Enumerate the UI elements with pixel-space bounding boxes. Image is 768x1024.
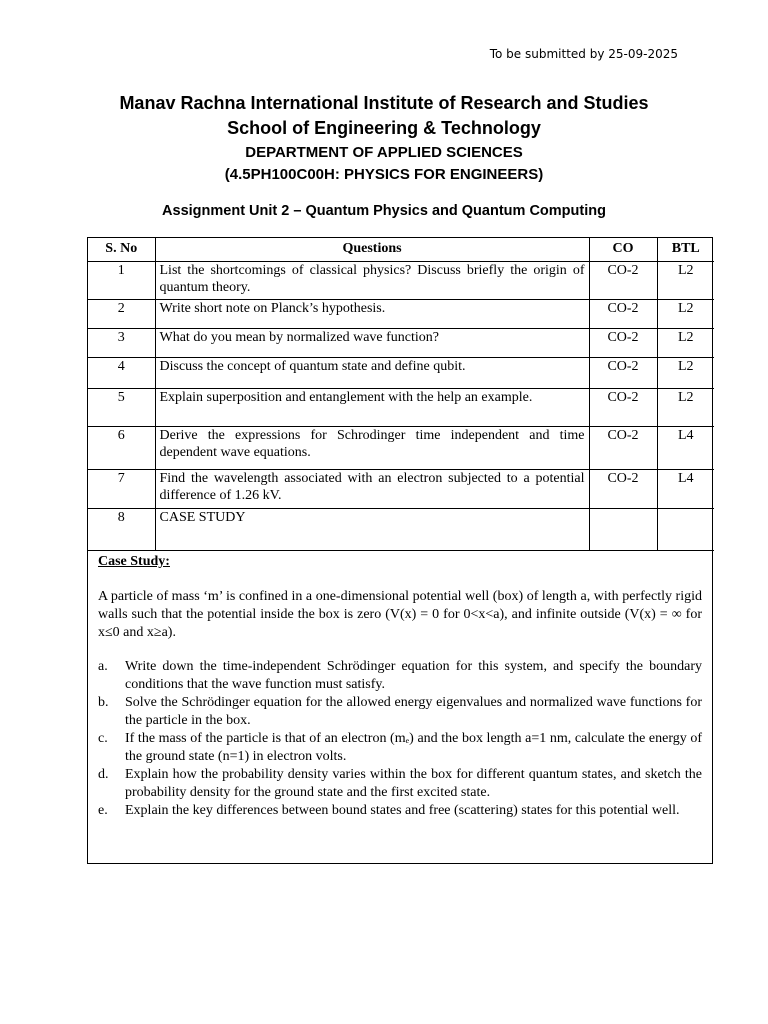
item-text: If the mass of the particle is that of an electron (mₑ) and the box length a=1 nm, calculate the energy of the ground state (n=1) in electron volts. [125, 731, 702, 764]
cell-sno: 2 [88, 300, 155, 329]
cell-btl: L2 [657, 329, 714, 358]
cell-co: CO-2 [589, 262, 657, 300]
cell-question: Explain superposition and entanglement with the help an example. [155, 389, 589, 427]
list-item [98, 730, 702, 766]
cell-question: Write short note on Planck’s hypothesis. [155, 300, 589, 329]
cell-co: CO-2 [589, 427, 657, 470]
list-item [98, 658, 702, 694]
cell-btl [657, 509, 714, 551]
table-row [88, 509, 714, 551]
col-header-co: CO [589, 238, 657, 262]
col-header-btl: BTL [657, 238, 714, 262]
cell-co: CO-2 [589, 358, 657, 389]
table-header-row [88, 238, 714, 262]
case-study-title: Case Study: [98, 554, 170, 569]
item-letter: b. [98, 695, 109, 710]
table-row [88, 427, 714, 470]
cell-btl: L2 [657, 262, 714, 300]
list-item [98, 766, 702, 802]
list-item [98, 694, 702, 730]
questions-table [88, 238, 714, 551]
cell-question: Find the wavelength associated with an electron subjected to a potential difference of 1.26 kV. [155, 470, 589, 509]
item-text: Write down the time-independent Schrödinger equation for this system, and specify the boundary conditions that the wave function must satisfy. [125, 659, 702, 692]
cell-sno: 7 [88, 470, 155, 509]
table-row [88, 300, 714, 329]
table-row [88, 329, 714, 358]
cell-btl: L2 [657, 389, 714, 427]
cell-btl: L2 [657, 300, 714, 329]
item-letter: d. [98, 767, 109, 782]
case-study-list [98, 658, 702, 820]
assignment-box [87, 237, 713, 864]
cell-question: List the shortcomings of classical physics? Discuss briefly the origin of quantum theory. [155, 262, 589, 300]
item-letter: a. [98, 659, 108, 674]
cell-question: What do you mean by normalized wave function? [155, 329, 589, 358]
cell-question: Derive the expressions for Schrodinger time independent and time dependent wave equations. [155, 427, 589, 470]
school-name: School of Engineering & Technology [227, 118, 541, 138]
submission-deadline: To be submitted by 25-09-2025 [489, 47, 678, 61]
item-text: Explain the key differences between bound states and free (scattering) states for this potential well. [125, 803, 680, 818]
col-header-sno: S. No [88, 238, 155, 262]
cell-question: CASE STUDY [155, 509, 589, 551]
item-letter: e. [98, 803, 108, 818]
table-row [88, 262, 714, 300]
cell-sno: 4 [88, 358, 155, 389]
cell-question: Discuss the concept of quantum state and define qubit. [155, 358, 589, 389]
table-row [88, 389, 714, 427]
cell-btl: L4 [657, 470, 714, 509]
cell-btl: L4 [657, 427, 714, 470]
case-study-intro: A particle of mass ‘m’ is confined in a one-dimensional potential well (box) of length a, with perfectly rigid walls such that the potential inside the box is zero (V(x) = 0 for 0<x<a), and infinite outside (V(x) = ∞ for x≤0 and x≥a). [98, 589, 702, 640]
cell-co: CO-2 [589, 300, 657, 329]
institute-name: Manav Rachna International Institute of Research and Studies [119, 93, 649, 113]
cell-co: CO-2 [589, 470, 657, 509]
cell-sno: 8 [88, 509, 155, 551]
table-row [88, 470, 714, 509]
cell-co: CO-2 [589, 329, 657, 358]
item-text: Solve the Schrödinger equation for the allowed energy eigenvalues and normalized wave functions for the particle in the box. [125, 695, 702, 728]
cell-sno: 1 [88, 262, 155, 300]
item-letter: c. [98, 731, 108, 746]
department-name: DEPARTMENT OF APPLIED SCIENCES [245, 144, 523, 161]
table-row [88, 358, 714, 389]
case-study-section [88, 553, 712, 820]
cell-co [589, 509, 657, 551]
col-header-questions: Questions [155, 238, 589, 262]
assignment-title: Assignment Unit 2 – Quantum Physics and Quantum Computing [162, 203, 606, 219]
cell-sno: 6 [88, 427, 155, 470]
list-item [98, 802, 702, 820]
item-text: Explain how the probability density varies within the box for different quantum states, and sketch the probability density for the ground state and the first excited state. [125, 767, 702, 800]
cell-co: CO-2 [589, 389, 657, 427]
cell-sno: 3 [88, 329, 155, 358]
cell-btl: L2 [657, 358, 714, 389]
course-code: (4.5PH100C00H: PHYSICS FOR ENGINEERS) [224, 166, 544, 183]
cell-sno: 5 [88, 389, 155, 427]
